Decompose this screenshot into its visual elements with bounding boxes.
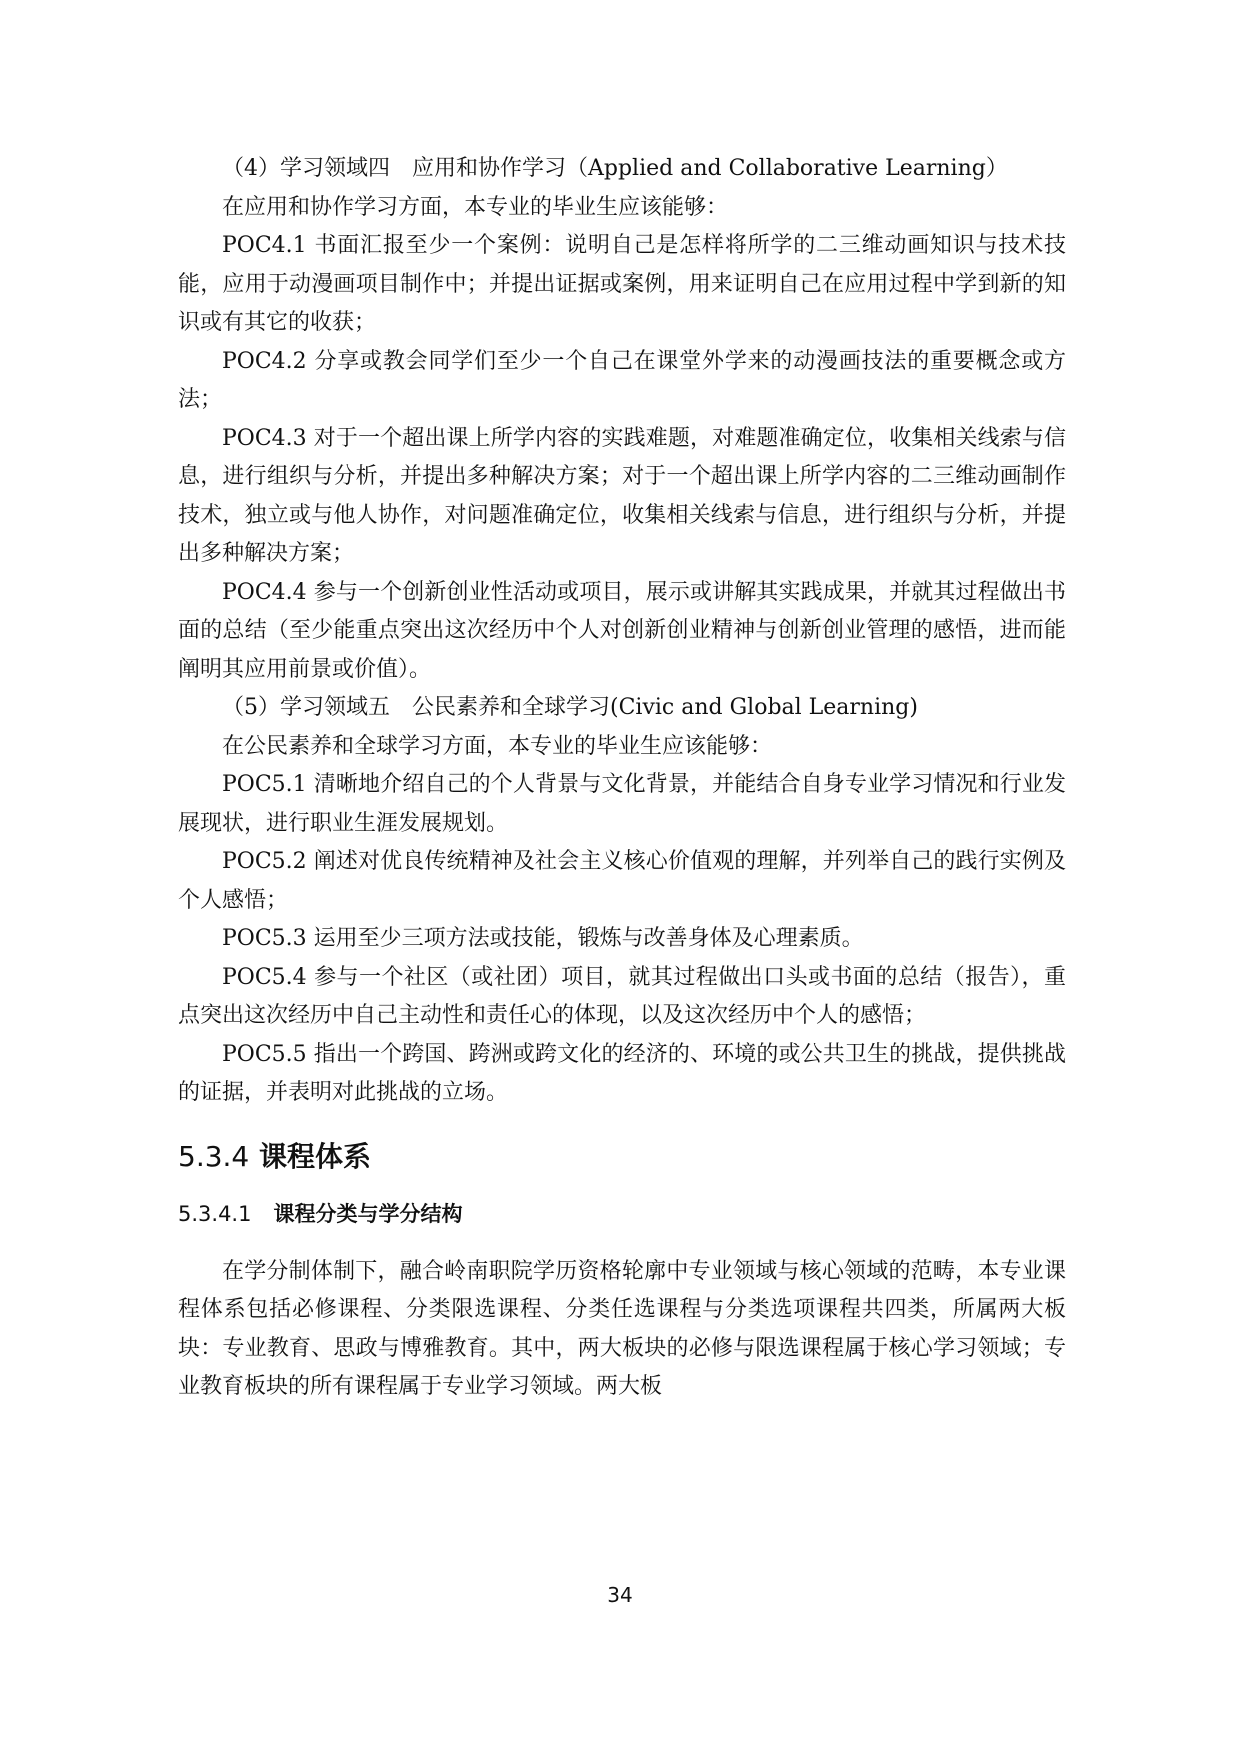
body-paragraph: POC5.2 阐述对优良传统精神及社会主义核心价值观的理解，并列举自己的践行实例及个人感悟； <box>178 849 1066 913</box>
section-number: 5.3.4 <box>178 1139 250 1173</box>
body-paragraph: POC4.4 参与一个创新创业性活动或项目，展示或讲解其实践成果，并就其过程做出书面的总结（至少能重点突出这次经历中个人对创新创业精神与创新创业管理的感悟，进而能阐明其应用前景或价值）。 <box>178 579 1066 682</box>
subheading-paragraph: （4）学习领域四 应用和协作学习（Applied and Collaborative Learning） <box>222 156 1008 181</box>
subsection-title: 课程分类与学分结构 <box>273 1201 463 1226</box>
course-structure-block <box>178 1253 1066 1407</box>
body-paragraph: POC5.3 运用至少三项方法或技能，锻炼与改善身体及心理素质。 <box>222 926 864 951</box>
subheading-paragraph: （5）学习领域五 公民素养和全球学习(Civic and Global Learning) <box>222 695 918 720</box>
body-paragraph: POC5.5 指出一个跨国、跨洲或跨文化的经济的、环境的或公共卫生的挑战，提供挑战的证据，并表明对此挑战的立场。 <box>178 1041 1066 1105</box>
body-paragraph: 在公民素养和全球学习方面，本专业的毕业生应该能够： <box>222 733 773 759</box>
body-paragraph: POC4.2 分享或教会同学们至少一个自己在课堂外学来的动漫画技法的重要概念或方法； <box>178 348 1066 412</box>
body-paragraph: POC5.4 参与一个社区（或社团）项目，就其过程做出口头或书面的总结（报告），重点突出这次经历中自己主动性和责任心的体现，以及这次经历中个人的感悟； <box>178 964 1066 1028</box>
subsection-heading <box>178 1197 1066 1231</box>
page-content <box>178 150 1066 1407</box>
subsection-number: 5.3.4.1 <box>178 1201 252 1226</box>
section-heading <box>178 1137 1066 1177</box>
body-paragraph: 在学分制体制下，融合岭南职院学历资格轮廓中专业领域与核心领域的范畴，本专业课程体系包括必修课程、分类限选课程、分类任选课程与分类选项课程共四类，所属两大板块：专业教育、思政与博雅教育。其中，两大板块的必修与限选课程属于核心学习领域；专业教育板块的所有课程属于专业学习领域。两大板 <box>178 1258 1066 1399</box>
section-title: 课程体系 <box>259 1139 372 1173</box>
page-number: 34 <box>607 1583 633 1607</box>
learning-outcomes-block <box>178 150 1066 1113</box>
body-paragraph: 在应用和协作学习方面，本专业的毕业生应该能够： <box>222 194 729 220</box>
body-paragraph: POC4.1 书面汇报至少一个案例：说明自己是怎样将所学的二三维动画知识与技术技能，应用于动漫画项目制作中；并提出证据或案例，用来证明自己在应用过程中学到新的知识或有其它的收获； <box>178 233 1066 335</box>
body-paragraph: POC5.1 清晰地介绍自己的个人背景与文化背景，并能结合自身专业学习情况和行业发展现状，进行职业生涯发展规划。 <box>178 772 1066 836</box>
body-paragraph: POC4.3 对于一个超出课上所学内容的实践难题，对难题准确定位，收集相关线索与信息，进行组织与分析，并提出多种解决方案；对于一个超出课上所学内容的二三维动画制作技术，独立或与他人协作，对问题准确定位，收集相关线索与信息，进行组织与分析，并提出多种解决方案； <box>178 425 1066 566</box>
